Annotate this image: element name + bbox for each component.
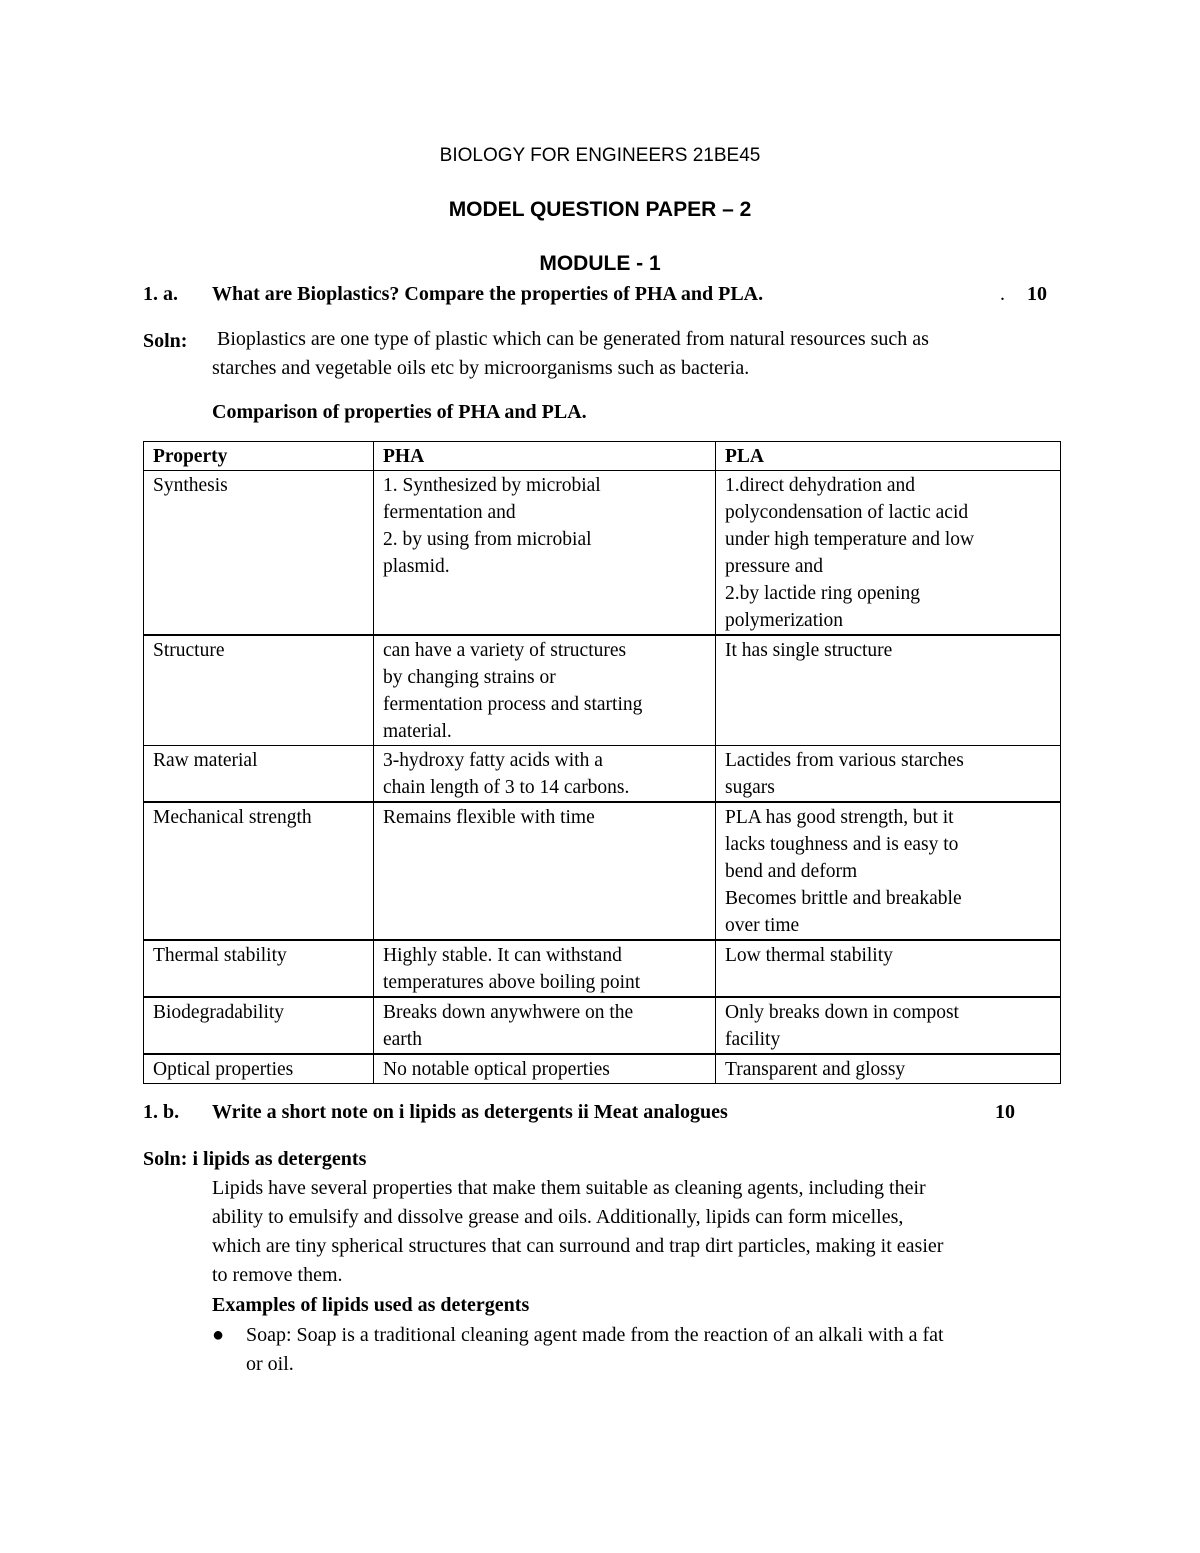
cell-line: fermentation and: [383, 502, 516, 523]
column-header: PHA: [374, 442, 716, 471]
table-row: [144, 997, 1061, 1054]
cell-line: Transparent and glossy: [725, 1059, 906, 1080]
cell-line: earth: [383, 1029, 422, 1050]
property-cell: Biodegradability: [144, 997, 374, 1054]
column-header: PLA: [716, 442, 1061, 471]
property-cell: Optical properties: [144, 1054, 374, 1084]
list-item-line: Soap: Soap is a traditional cleaning agent made from the reaction of an alkali with a fat: [246, 1324, 944, 1346]
pha-cell: [374, 997, 716, 1054]
cell-line: can have a variety of structures: [383, 640, 627, 661]
comparison-title: Comparison of properties of PHA and PLA.: [212, 401, 587, 423]
cell-line: material.: [383, 721, 452, 742]
cell-line: Remains flexible with time: [383, 807, 595, 828]
cell-line: No notable optical properties: [383, 1059, 610, 1080]
pla-cell: [716, 940, 1061, 997]
question-number: 1. a.: [143, 283, 178, 305]
table-header-row: [144, 442, 1061, 471]
comparison-table: [143, 441, 1061, 1084]
cell-line: sugars: [725, 777, 775, 798]
module-title: MODULE - 1: [539, 252, 661, 275]
table-row: [144, 635, 1061, 746]
question-number: 1. b.: [143, 1101, 180, 1123]
cell-line: pressure and: [725, 556, 824, 577]
cell-line: Low thermal stability: [725, 945, 893, 966]
pla-cell: [716, 746, 1061, 803]
cell-line: 3-hydroxy fatty acids with a: [383, 750, 603, 771]
pla-cell: [716, 802, 1061, 940]
solution-line: Bioplastics are one type of plastic which can be generated from natural resources such as: [217, 328, 929, 350]
cell-line: Lactides from various starches: [725, 750, 964, 771]
table-row: [144, 471, 1061, 636]
cell-line: 1. Synthesized by microbial: [383, 475, 601, 496]
cell-line: lacks toughness and is easy to: [725, 834, 959, 855]
table-row: [144, 1054, 1061, 1084]
cell-line: Highly stable. It can withstand: [383, 945, 622, 966]
cell-line: 1.direct dehydration and: [725, 475, 916, 496]
pha-cell: [374, 940, 716, 997]
cell-line: Becomes brittle and breakable: [725, 888, 962, 909]
pha-cell: [374, 635, 716, 746]
cell-line: It has single structure: [725, 640, 893, 661]
pla-cell: [716, 1054, 1061, 1084]
property-cell: Thermal stability: [144, 940, 374, 997]
property-cell: Structure: [144, 635, 374, 746]
examples-heading: Examples of lipids used as detergents: [212, 1294, 530, 1316]
solution-paragraph: [212, 1174, 1072, 1290]
cell-line: facility: [725, 1029, 781, 1050]
paragraph-line: which are tiny spherical structures that can surround and trap dirt particles, making it easier: [212, 1235, 944, 1257]
property-cell: Synthesis: [144, 471, 374, 636]
cell-line: polymerization: [725, 610, 844, 631]
cell-line: bend and deform: [725, 861, 858, 882]
cell-line: by changing strains or: [383, 667, 556, 688]
cell-line: PLA has good strength, but it: [725, 807, 954, 828]
paragraph-line: Lipids have several properties that make them suitable as cleaning agents, including their: [212, 1177, 926, 1199]
cell-line: over time: [725, 915, 800, 936]
pla-cell: [716, 635, 1061, 746]
pha-cell: [374, 1054, 716, 1084]
question-marks: 10: [995, 1101, 1015, 1123]
list-item-line: or oil.: [246, 1353, 294, 1375]
bullet-icon: ●: [212, 1324, 225, 1346]
pha-cell: [374, 746, 716, 803]
question-text: Write a short note on i lipids as detergents ii Meat analogues: [212, 1101, 728, 1123]
cell-line: Breaks down anywhwere on the: [383, 1002, 634, 1023]
cell-line: 2. by using from microbial: [383, 529, 592, 550]
paper-title: MODEL QUESTION PAPER – 2: [448, 198, 752, 221]
pla-cell: [716, 997, 1061, 1054]
solution-label: Soln:: [143, 330, 188, 352]
property-cell: Raw material: [144, 746, 374, 803]
cell-line: chain length of 3 to 14 carbons.: [383, 777, 630, 798]
solution-line: starches and vegetable oils etc by microorganisms such as bacteria.: [212, 357, 750, 379]
question-marks: 10: [1027, 283, 1047, 305]
cell-line: 2.by lactide ring opening: [725, 583, 920, 604]
examples-list: [212, 1321, 1072, 1379]
cell-line: Only breaks down in compost: [725, 1002, 959, 1023]
list-item: [212, 1321, 1072, 1379]
cell-line: under high temperature and low: [725, 529, 975, 550]
column-header: Property: [144, 442, 374, 471]
pha-cell: [374, 471, 716, 636]
pla-cell: [716, 471, 1061, 636]
paragraph-line: to remove them.: [212, 1264, 343, 1286]
stray-mark: .: [1000, 283, 1005, 305]
paragraph-line: ability to emulsify and dissolve grease and oils. Additionally, lipids can form micelles,: [212, 1206, 904, 1228]
question-text: What are Bioplastics? Compare the properties of PHA and PLA.: [212, 283, 764, 305]
solution-heading: Soln: i lipids as detergents: [143, 1148, 367, 1170]
course-title: BIOLOGY FOR ENGINEERS 21BE45: [439, 145, 761, 166]
table-row: [144, 940, 1061, 997]
cell-line: fermentation process and starting: [383, 694, 643, 715]
pha-cell: [374, 802, 716, 940]
cell-line: plasmid.: [383, 556, 450, 577]
property-cell: Mechanical strength: [144, 802, 374, 940]
cell-line: temperatures above boiling point: [383, 972, 641, 993]
cell-line: polycondensation of lactic acid: [725, 502, 969, 523]
table-row: [144, 746, 1061, 803]
table-row: [144, 802, 1061, 940]
